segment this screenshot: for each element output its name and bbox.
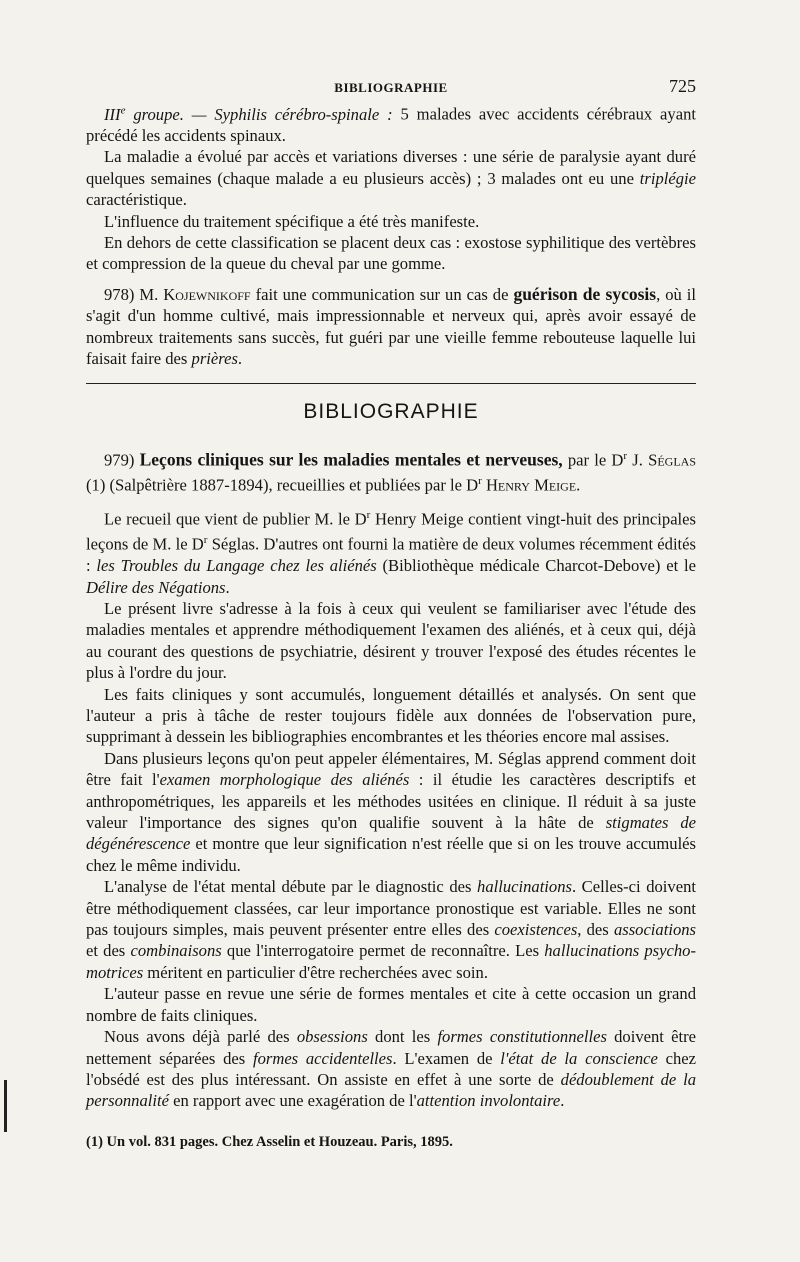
paragraph-evolution: La maladie a évolué par accès et variations diverses : une série de paralysie ayant duré quelques semaines (chaque malade a eu plusieurs accès) ; 3 malades ont eu une triplégie caractéristique. — [86, 147, 696, 210]
entry-978: 978) M. Kojewnikoff fait une communication sur un cas de guérison de sycosis, où il s'agit d'un homme cultivé, mais impressionnable et nerveux qui, après avoir essayé de nombreux traitements sans succès, fut guéri par une vieille femme rebouteuse laquelle lui faisait faire des prières. — [86, 283, 696, 368]
paragraph-classification: En dehors de cette classification se placent deux cas : exostose syphilitique des vertèbres et compression de la queue du cheval par une gomme. — [86, 232, 696, 274]
footnote: (1) Un vol. 831 pages. Chez Asselin et Houzeau. Paris, 1895. — [86, 1133, 453, 1150]
paragraph-formes-mentales: L'auteur passe en revue une série de formes mentales et cite à cette occasion un grand nombre de faits cliniques. — [86, 984, 696, 1025]
scan-edge-mark — [4, 1080, 7, 1132]
paragraph-obsessions: Nous avons déjà parlé des obsessions dont les formes constitutionnelles doivent être nettement séparées des formes accidentelles. L'examen de l'état de la conscience chez l'obsédé est des plus intéressant. On assiste en effet à une sorte de dédoublement de la personnalité en rapport avec une exagération de l'attention involontaire. — [86, 1027, 696, 1111]
paragraph-etat-mental: L'analyse de l'état mental débute par le diagnostic des hallucinations. Celles-ci doivent être méthodiquement classées, car leur importance pronostique est variable. Elles ne sont pas toujours simples, mais peuvent présenter entre elles des coexistences, des associations et des combinaisons que l'interrogatoire permet de reconnaître. Les hallucinations psycho-motrices méritent en particulier d'être recherchées avec soin. — [86, 877, 696, 982]
paragraph-influence: L'influence du traitement spécifique a été très manifeste. — [104, 211, 480, 231]
section-title: BIBLIOGRAPHIE — [303, 400, 479, 424]
paragraph-group-iii: IIIe groupe. — Syphilis cérébro-spinale : 5 malades avec accidents cérébraux ayant précédé les accidents spinaux. — [86, 104, 696, 145]
paragraph-present-livre: Le présent livre s'adresse à la fois à ceux qui veulent se familiariser avec l'étude des maladies mentales et apprendre méthodiquement l'examen des aliénés, et à ceux qui, déjà au courant des questions de psychiatrie, désirent y trouver l'exposé des études récentes le plus à l'ordre du jour. — [86, 598, 696, 683]
paragraph-faits-cliniques: Les faits cliniques y sont accumulés, longuement détaillés et analysés. On sent que l'auteur a pris à tâche de rester toujours fidèle aux données de l'observation pure, supprimant à dessein les bibliographies encombrantes et les théories encore mal assises. — [86, 684, 696, 747]
paragraph-recueil: Le recueil que vient de publier M. le $D^r$ Henry Meige contient vingt-huit des principales leçons de M. le $D^r$ Séglas. D'autres ont fourni la matière de deux volumes récemment édités : les Troubles du Langage chez les aliénés (Bibliothèque médicale Charcot-Debove) et le Délire des Négations. — [86, 509, 697, 597]
running-title: BIBLIOGRAPHIE — [334, 80, 448, 95]
running-head — [86, 72, 696, 100]
section-rule — [86, 383, 696, 384]
book-page — [86, 72, 696, 1153]
paragraph-lecons-elementaires: Dans plusieurs leçons qu'on peut appeler élémentaires, M. Séglas apprend comment doit être fait l'examen morphologique des aliénés : il étudie les caractères descriptifs et anthropométriques, les appareils et les méthodes usitées en clinique. Il réduit à sa juste valeur l'importance des signes qu'on qualifie souvent à la hâte de stigmates de dégénérescence et montre que leur signification n'est réelle que si on les trouve accumulés chez le même individu. — [86, 748, 697, 875]
entry-979: 979) Leçons cliniques sur les maladies mentales et nerveuses, par le $D^r$ J. Séglas (1) (Salpêtrière 1887-1894), recueillies et publiées par le $D^r$ Henry Meige. — [86, 449, 696, 495]
page-number: 725 — [669, 76, 696, 96]
